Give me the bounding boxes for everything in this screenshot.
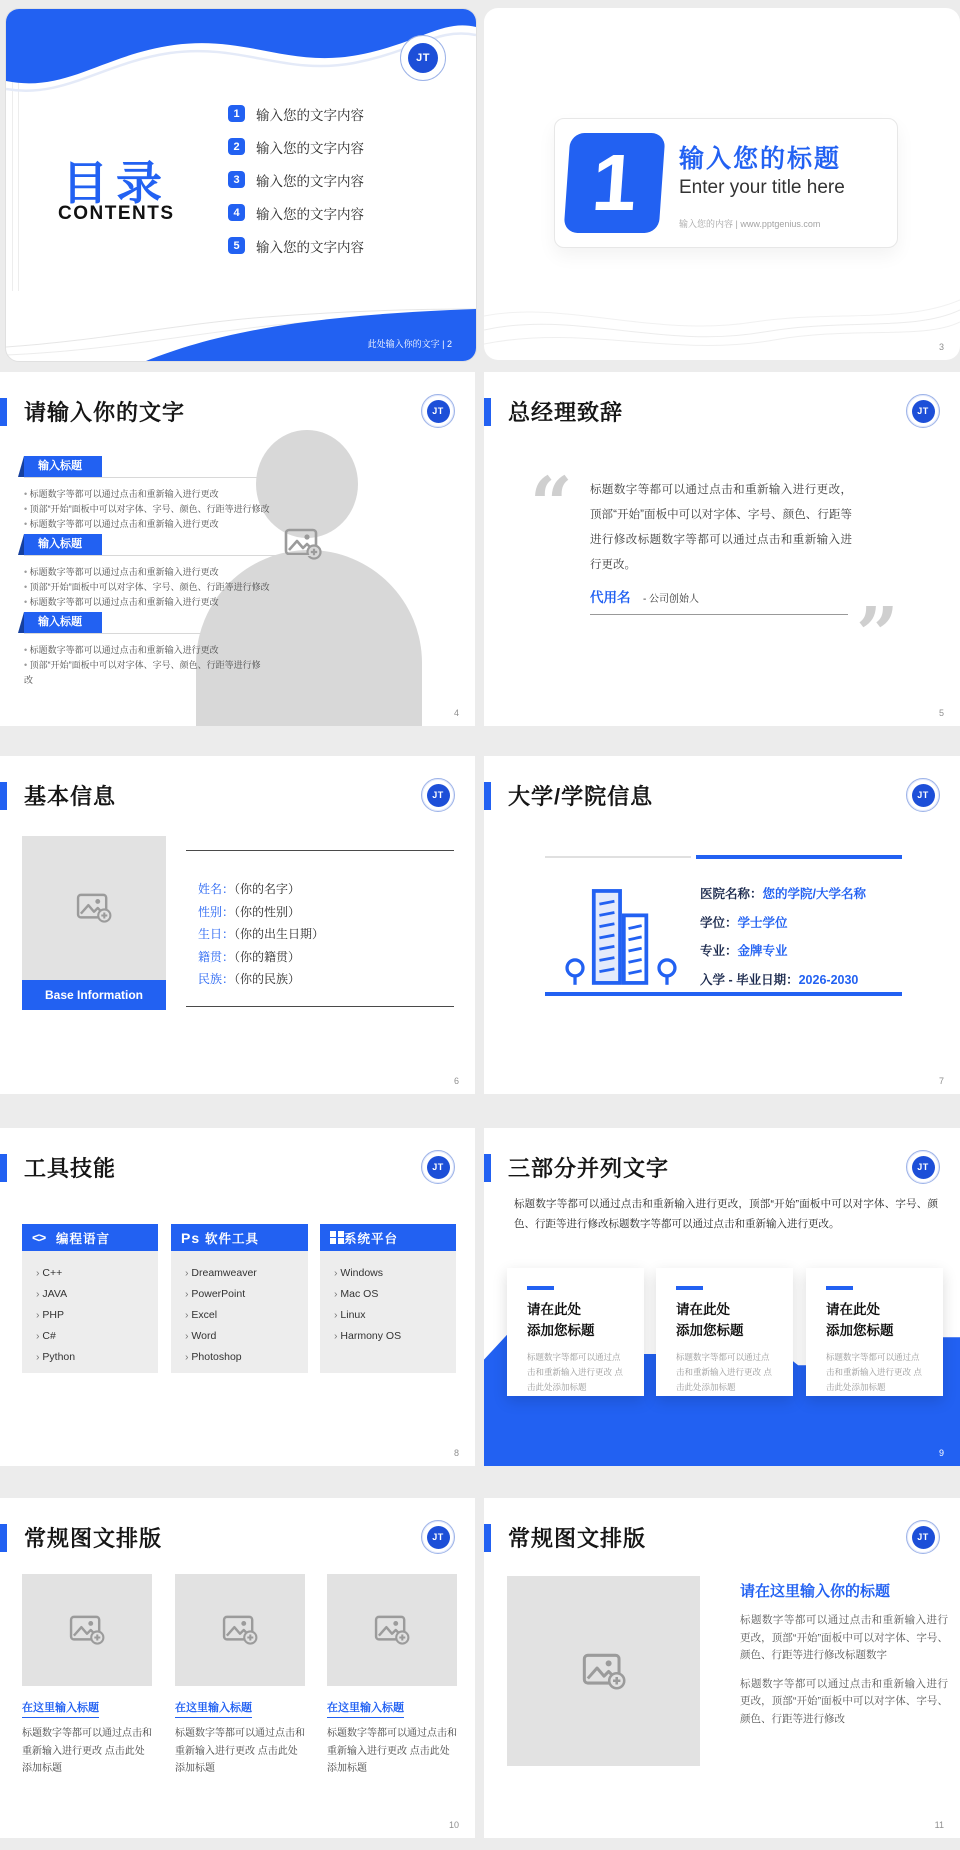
jt-logo-text: JT <box>408 43 438 73</box>
card-accent-dash <box>826 1286 853 1290</box>
page-number: 7 <box>938 1076 944 1086</box>
title-accent-bar <box>484 398 491 426</box>
jt-logo <box>421 778 455 812</box>
image-caption: 在这里输入标题 <box>327 1699 404 1718</box>
slide-title: 大学/学院信息 <box>508 784 654 809</box>
skills-column-software <box>171 1224 308 1373</box>
info-label: 籍贯： <box>198 949 235 964</box>
bullet: • 顶部“开始”面板中可以对字体、字号、颜色、行距等进行修改 <box>24 502 312 517</box>
bullet: • 标题数字等都可以通过点击和重新输入进行更改 <box>24 517 312 532</box>
bullet: • 标题数字等都可以通过点击和重新输入进行更改 <box>24 487 312 502</box>
jt-logo-text: JT <box>427 1526 450 1549</box>
info-value: （你的民族） <box>234 972 301 986</box>
image-placeholder <box>507 1576 700 1766</box>
quote-text: 标题数字等都可以通过点击和重新输入进行更改，顶部“开始”面板中可以对字体、字号、颜色、行距等进行修改标题数字等都可以通过点击和重新输入进行更改。 <box>590 484 852 571</box>
card-title: 请在此处 添加您标题 <box>527 1302 595 1338</box>
divider-line <box>186 1006 454 1007</box>
bullet-list <box>24 643 264 688</box>
jt-logo <box>421 1520 455 1554</box>
card-title: 请在此处 添加您标题 <box>826 1302 894 1338</box>
info-label: 生日： <box>198 927 235 941</box>
toc-item-label: 输入您的文字内容 <box>256 140 364 156</box>
jt-logo <box>906 1520 940 1554</box>
slide-section-divider[interactable] <box>484 8 960 360</box>
page-number: 10 <box>448 1820 459 1830</box>
info-row <box>700 966 866 995</box>
photo-placeholder <box>22 836 166 980</box>
bullet: • 标题数字等都可以通过点击和重新输入进行更改 <box>24 565 312 580</box>
info-value: 金牌专业 <box>737 944 788 958</box>
jt-logo <box>421 394 455 428</box>
column-header <box>320 1224 456 1251</box>
slide-title: 基本信息 <box>24 784 117 809</box>
skill-list <box>334 1263 456 1347</box>
text-block <box>24 456 312 532</box>
slide-title: 常规图文排版 <box>24 1526 163 1551</box>
skill-item: › C++ <box>36 1263 158 1284</box>
section-card <box>554 118 898 248</box>
skill-item: › C# <box>36 1326 158 1347</box>
info-value: （你的出生日期） <box>234 927 325 941</box>
toc-title: 目录 <box>62 157 170 209</box>
tag-divider <box>24 534 312 556</box>
column-header <box>22 1224 158 1251</box>
gallery-column <box>22 1574 152 1778</box>
column-title: 系统平台 <box>344 1231 399 1246</box>
content-card <box>656 1268 793 1396</box>
slide-title: 常规图文排版 <box>508 1526 647 1551</box>
quote-close-icon: ” <box>856 592 899 678</box>
divider-line <box>186 850 454 851</box>
info-label: 专业： <box>700 944 738 958</box>
toc-item <box>228 105 364 122</box>
text-block <box>24 612 264 688</box>
toc-item-number: 5 <box>228 237 245 254</box>
info-row <box>700 937 866 966</box>
slide-title: 工具技能 <box>24 1156 117 1181</box>
card-body: 标题数字等都可以通过点击和重新输入进行更改 点击此处添加标题 <box>826 1352 922 1392</box>
content-card <box>507 1268 644 1396</box>
title-accent-bar <box>484 1524 491 1552</box>
title-accent-bar <box>0 1154 7 1182</box>
card-body: 标题数字等都可以通过点击和重新输入进行更改 点击此处添加标题 <box>527 1352 623 1392</box>
title-accent-bar <box>0 782 7 810</box>
text-block <box>24 534 312 610</box>
wave-lines-decoration <box>484 240 960 360</box>
column-panel <box>171 1251 308 1373</box>
skill-item: › PHP <box>36 1305 158 1326</box>
card-accent-dash <box>527 1286 554 1290</box>
skill-item: › Mac OS <box>334 1284 456 1305</box>
jt-logo-text: JT <box>912 784 935 807</box>
info-label: 性别： <box>198 904 235 919</box>
bullet: • 顶部“开始”面板中可以对字体、字号、颜色、行距等进行修改 <box>24 658 264 688</box>
info-row <box>700 909 866 938</box>
skill-item: › Word <box>185 1326 308 1347</box>
caption-body: 标题数字等都可以通过点击和重新输入进行更改 点击此处添加标题 <box>175 1728 305 1774</box>
toc-item-label: 输入您的文字内容 <box>256 107 364 123</box>
content-card <box>806 1268 943 1396</box>
image-placeholder <box>175 1574 305 1686</box>
page-number: 11 <box>934 1820 944 1830</box>
slide-title: 请输入你的文字 <box>24 400 186 425</box>
page-number: 6 <box>453 1076 459 1086</box>
info-value: （你的名字） <box>234 882 301 896</box>
quote-open-icon: “ <box>530 462 573 548</box>
skill-item: › Python <box>36 1347 158 1368</box>
toc-item <box>228 171 364 188</box>
column-panel <box>320 1251 456 1373</box>
info-value: 2026-2030 <box>798 972 859 987</box>
image-placeholder-icon <box>582 1653 626 1690</box>
jt-logo <box>400 35 446 81</box>
slide-footer: 此处输入你的文字 | 2 <box>367 339 452 349</box>
slide-skills[interactable] <box>0 1128 475 1466</box>
column-title: 编程语言 <box>56 1231 111 1246</box>
column-title: 软件工具 <box>205 1231 260 1246</box>
title-accent-bar <box>484 782 491 810</box>
bullet: • 标题数字等都可以通过点击和重新输入进行更改 <box>24 643 264 658</box>
block-tag: 输入标题 <box>24 534 102 555</box>
photoshop-icon: Ps <box>181 1229 201 1246</box>
code-icon: <> <box>32 1230 46 1245</box>
toc-item-number: 3 <box>228 171 245 188</box>
card-body: 标题数字等都可以通过点击和重新输入进行更改 点击此处添加标题 <box>676 1352 772 1392</box>
info-label: 姓名： <box>198 882 235 896</box>
image-placeholder-icon <box>69 1615 105 1645</box>
windows-icon <box>330 1231 344 1245</box>
quote-author-role: - 公司创始人 <box>642 594 700 605</box>
info-row <box>198 923 324 946</box>
info-value: （你的籍贯） <box>234 949 301 964</box>
image-placeholder-icon <box>374 1615 410 1645</box>
intro-paragraph: 标题数字等都可以通过点击和重新输入进行更改，顶部“开始”面板中可以对字体、字号、颜色、行距等进行修改标题数字等都可以通过点击和重新输入进行更改。 <box>514 1198 938 1230</box>
bullet-list <box>24 565 312 610</box>
content-paragraph: 标题数字等都可以通过点击和重新输入进行更改，顶部“开始”面板中可以对字体、字号、颜色、行距等进行修改 <box>740 1677 948 1725</box>
slide-gallery-layout[interactable] <box>0 1498 475 1838</box>
page-number: 3 <box>938 342 944 352</box>
page-number: 4 <box>453 708 459 718</box>
slide-single-image-layout[interactable] <box>484 1498 960 1838</box>
accent-line <box>696 855 902 859</box>
quote-author: 代用名 <box>590 590 631 605</box>
page-number: 9 <box>938 1448 944 1458</box>
card-title: 请在此处 添加您标题 <box>676 1302 744 1338</box>
info-label: 医院名称： <box>700 887 763 901</box>
photo-caption-badge: Base Information <box>22 980 166 1010</box>
info-label: 民族： <box>198 972 235 986</box>
image-caption: 在这里输入标题 <box>22 1699 99 1718</box>
jt-logo <box>421 1150 455 1184</box>
info-value: （你的性别） <box>234 904 301 919</box>
slide-text-blocks[interactable] <box>0 372 475 726</box>
image-placeholder <box>327 1574 457 1686</box>
image-placeholder <box>22 1574 152 1686</box>
jt-logo-text: JT <box>427 1156 450 1179</box>
title-accent-bar <box>484 1154 491 1182</box>
info-list <box>198 878 324 991</box>
slide-three-parts[interactable] <box>484 1128 960 1466</box>
section-title: 输入您的标题 <box>679 145 842 173</box>
section-note: 输入您的内容 | www.pptgenius.com <box>679 219 821 229</box>
divider-line <box>545 856 691 858</box>
info-row <box>700 880 866 909</box>
info-row <box>198 968 324 991</box>
accent-line <box>545 992 902 996</box>
skill-item: › PowerPoint <box>185 1284 308 1305</box>
toc-item-number: 4 <box>228 204 245 221</box>
divider-line <box>590 614 848 615</box>
column-header <box>171 1224 308 1251</box>
toc-item-label: 输入您的文字内容 <box>256 173 364 189</box>
caption-body: 标题数字等都可以通过点击和重新输入进行更改 点击此处添加标题 <box>22 1728 152 1774</box>
jt-logo <box>906 778 940 812</box>
jt-logo-text: JT <box>912 1526 935 1549</box>
gallery-column <box>175 1574 305 1778</box>
slide-title: 总经理致辞 <box>508 400 624 425</box>
bullet: • 标题数字等都可以通过点击和重新输入进行更改 <box>24 595 312 610</box>
skill-item: › Dreamweaver <box>185 1263 308 1284</box>
caption-body: 标题数字等都可以通过点击和重新输入进行更改 点击此处添加标题 <box>327 1728 457 1774</box>
slide-basic-info[interactable] <box>0 756 475 1094</box>
quote-attribution <box>590 586 699 607</box>
info-row <box>198 901 324 924</box>
skill-item: › Linux <box>334 1305 456 1326</box>
section-subtitle: Enter your title here <box>679 177 845 198</box>
slide-ceo-speech[interactable] <box>484 372 960 726</box>
toc-item <box>228 237 364 254</box>
info-label: 学位： <box>700 915 738 930</box>
skill-item: › Excel <box>185 1305 308 1326</box>
slide-title: 三部分并列文字 <box>508 1156 670 1181</box>
skill-item: › Windows <box>334 1263 456 1284</box>
content-paragraph: 标题数字等都可以通过点击和重新输入进行更改，顶部“开始”面板中可以对字体、字号、颜色、行距等进行修改标题数字 <box>740 1614 948 1661</box>
skill-item: › JAVA <box>36 1284 158 1305</box>
toc-item-number: 2 <box>228 138 245 155</box>
image-caption: 在这里输入标题 <box>175 1699 252 1718</box>
section-number: 1 <box>564 133 666 233</box>
bullet-list <box>24 487 312 532</box>
jt-logo-text: JT <box>427 400 450 423</box>
toc-item-label: 输入您的文字内容 <box>256 239 364 255</box>
toc-list <box>228 105 364 270</box>
card-accent-dash <box>676 1286 703 1290</box>
building-icon <box>560 882 682 990</box>
toc-item <box>228 204 364 221</box>
jt-logo <box>906 394 940 428</box>
skill-item: › Harmony OS <box>334 1326 456 1347</box>
toc-item-number: 1 <box>228 105 245 122</box>
tag-divider <box>24 456 312 478</box>
toc-item <box>228 138 364 155</box>
page-number: 5 <box>938 708 944 718</box>
info-row <box>198 946 324 969</box>
info-row <box>198 878 324 901</box>
skills-column-languages <box>22 1224 158 1373</box>
block-tag: 输入标题 <box>24 456 102 477</box>
toc-subtitle: CONTENTS <box>58 203 175 224</box>
skills-column-platforms <box>320 1224 456 1373</box>
page-number: 8 <box>453 1448 459 1458</box>
skill-list <box>36 1263 158 1368</box>
skill-list <box>185 1263 308 1368</box>
slide-college-info[interactable] <box>484 756 960 1094</box>
bullet: • 顶部“开始”面板中可以对字体、字号、颜色、行距等进行修改 <box>24 580 312 595</box>
title-accent-bar <box>0 1524 7 1552</box>
toc-item-label: 输入您的文字内容 <box>256 206 364 222</box>
column-panel <box>22 1251 158 1373</box>
content-heading: 请在这里输入你的标题 <box>740 1583 891 1600</box>
text-column <box>740 1580 948 1728</box>
info-label: 入学 - 毕业日期： <box>700 972 799 987</box>
jt-logo-text: JT <box>912 1156 935 1179</box>
gallery-column <box>327 1574 457 1778</box>
block-tag: 输入标题 <box>24 612 102 633</box>
jt-logo <box>906 1150 940 1184</box>
jt-logo-text: JT <box>427 784 450 807</box>
image-placeholder-icon <box>222 1615 258 1645</box>
info-value: 您的学院/大学名称 <box>762 887 866 901</box>
skill-item: › Photoshop <box>185 1347 308 1368</box>
slide-toc[interactable] <box>5 8 477 362</box>
title-accent-bar <box>0 398 7 426</box>
tag-divider <box>24 612 312 634</box>
image-placeholder-icon <box>76 893 112 923</box>
jt-logo-text: JT <box>912 400 935 423</box>
info-value: 学士学位 <box>737 915 788 930</box>
college-info-list <box>700 880 866 994</box>
